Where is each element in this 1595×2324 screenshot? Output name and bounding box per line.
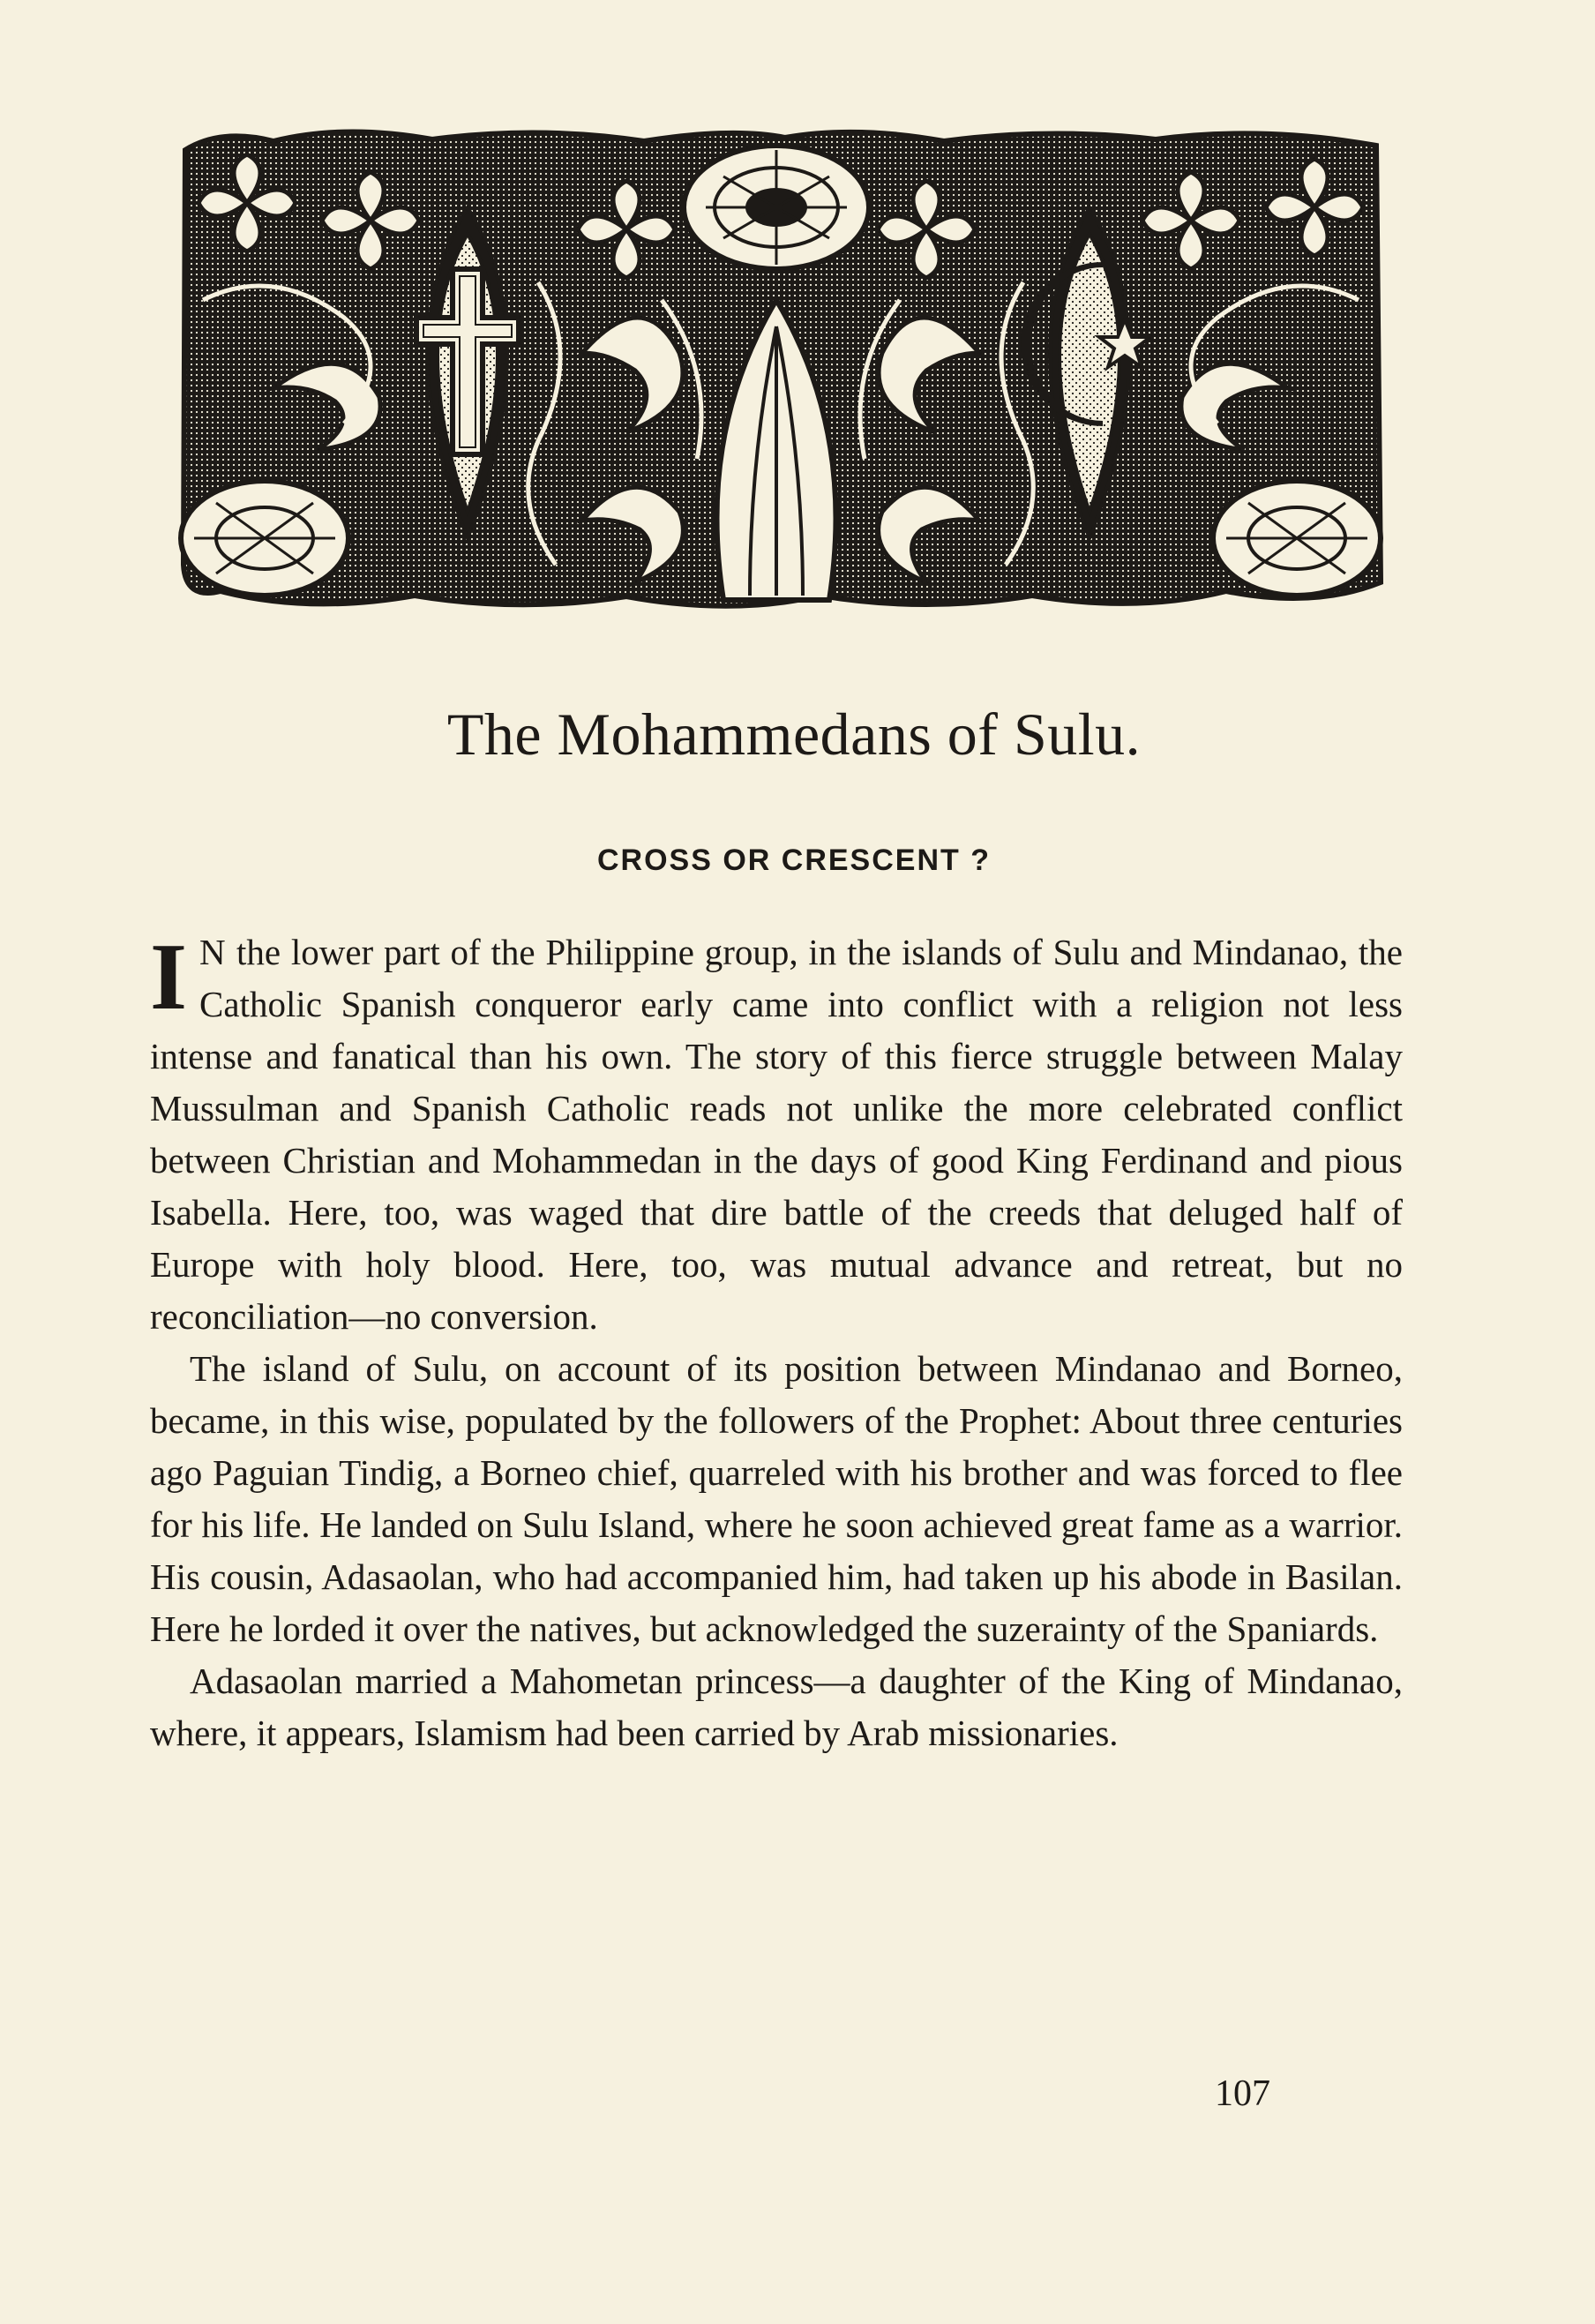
paragraph-2: The island of Sulu, on account of its position between Mindanao and Borneo, became, in this wise, populated by the followers of the Prophet: About three centuries ago Paguian Tindig, a Borneo chief, quarreled with his brother and was forced to flee for his life. He landed on Sulu Island, where he soon achieved great fame as a warrior. His cousin, Adasaolan, who had accompanied him, had taken up his abode in Basilan. Here he lorded it over the natives, but acknowledged the suzerainty of the Spaniards. — [150, 1348, 1403, 1649]
paragraph-3: Adasaolan married a Mahometan princess—a daughter of the King of Mindanao, where, it appears, Islamism had been carried by Arab missionaries. — [150, 1661, 1403, 1753]
chapter-title: The Mohammedans of Sulu. — [446, 701, 1142, 768]
drop-cap: I — [150, 925, 188, 1030]
ornament-engraving — [168, 124, 1394, 618]
decorative-header-ornament — [168, 124, 1394, 618]
paragraph-1 — [150, 926, 1403, 1343]
first-word-rest: N — [199, 932, 227, 972]
paragraph-1-text: the lower part of the Philippine group, in the islands of Sulu and Mindanao, the Catholic Spanish conqueror early came into conflict with a religion not less intense and fanatical than his own. The story of this fierce struggle between Malay Mussulman and Spanish Catholic reads not unlike the more celebrated conflict between Christian and Mohammedan in the days of good King Ferdinand and pious Isabella. Here, too, was waged that dire battle of the creeds that deluged half of Europe with holy blood. Here, too, was mutual advance and retreat, but no reconciliation—no conversion. — [150, 932, 1403, 1337]
page-number: 107 — [1215, 2073, 1270, 2114]
chapter-subtitle: CROSS OR CRESCENT ? — [596, 843, 992, 877]
body-text — [150, 926, 1403, 1759]
central-chrysanthemum — [684, 146, 869, 269]
